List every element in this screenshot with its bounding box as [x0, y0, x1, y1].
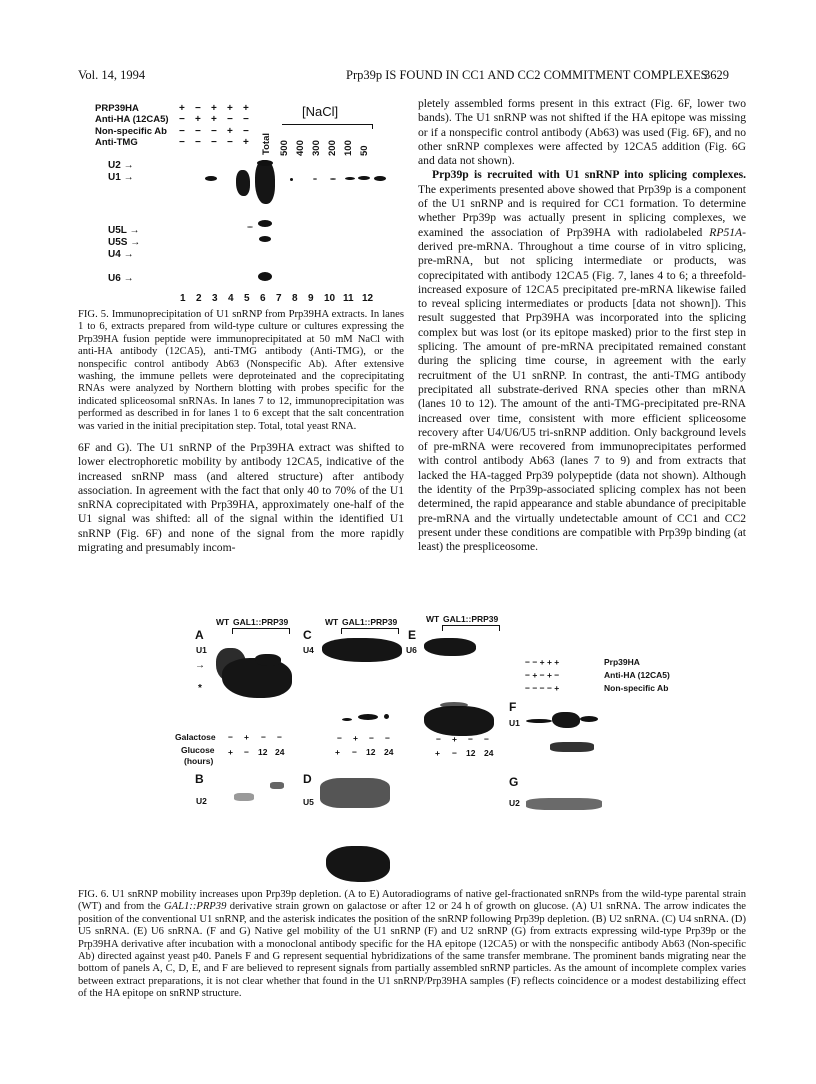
sign: +	[227, 103, 233, 114]
paragraph: 6F and G). The U1 snRNP of the Prp39HA extract was shifted to lower electrophoretic mobility by antibody 12CA5, indicative of the increased snRNP mass (and altered structure) after antibody association. In agreement with the fact that only 40 to 70% of the U1 snRNA coprecipitated with Prp39HA, approximately one-half of the U1 signal was shifted: all of the signal within the identified U1 snRNP (Fig. 6F) and none of the signal from the more rapidly migrating and presumably incom-	[78, 441, 404, 555]
snrna-label-u2-g: U2	[509, 798, 520, 808]
lane-number: 4	[228, 293, 234, 304]
nacl-value: 400	[295, 140, 306, 156]
f-row-signs: − + − + −	[525, 670, 560, 680]
gal-label: GAL1::PRP39	[233, 617, 289, 627]
sign: 12	[258, 747, 268, 757]
band-label-u6: U6 →	[108, 273, 134, 284]
lane-number: 7	[276, 293, 282, 304]
paragraph: -derived pre-mRNA. Throughout a time course of in vitro splicing, pre-mRNA, but not splicing intermediate or products, was coprecipitated with antibody 12CA5 (Fig. 7, lanes 4 to 6; a threefold-increased exposure of 12CA5 precipitated pre-mRNA likewise failed to reveal splicing intermediates or products [data not shown]). This result suggested that Prp39HA was incorporated into the splicing complex but was lost (or its epitope masked) prior to the first step in splicing. The amount of pre-mRNA precipitated remained constant during the splicing time course, in agreement with the early recruitment of the U1 snRNP. In contrast, the anti-TMG antibody precipitated all substrate-derived RNA species other than mRNA (lanes 10 to 12). The amount of the anti-TMG-precipitated pre-RNA increased over time, consistent with more efficient spliceosome recovery after U4/U6/U5 tri-snRNP addition. Only background levels of pre-mRNA were recovered from immunoprecipitates performed with control antibody Ab63 (lanes 7 to 9) and from extracts that lacked the HA-tagged Prp39 polypeptide (data not shown). Although the identity of the Prp39p-associated splicing complex has not been determined, the rapid appearance and stable abundance of precipitable pre-mRNA and the virtually undetectable amount of CC1 and CC2 present under these conditions are compatible with Prp39p binding (at least) the prespliceosome.	[418, 225, 746, 554]
row-label-anti-ha: Anti-HA (12CA5)	[95, 114, 169, 125]
sign: +	[195, 114, 201, 125]
sign: +	[452, 734, 457, 744]
sign: −	[179, 114, 185, 125]
f-row-signs: − − − − +	[525, 683, 560, 693]
sign: −	[227, 114, 233, 125]
sign: 12	[366, 747, 376, 757]
fig6-caption	[78, 889, 746, 1001]
fig5-caption-lead: FIG. 5.	[78, 309, 109, 320]
panel-label-a: A	[195, 628, 204, 642]
sign: +	[353, 733, 358, 743]
wt-label: WT	[426, 614, 440, 624]
fig5-caption	[78, 309, 404, 433]
sign: −	[369, 733, 374, 743]
sign: +	[243, 137, 249, 148]
fig6-caption-text: derivative strain grown on galactose or after 12 or 24 h of growth on glucose. (A) U1 snRNA. The arrow indicates the position of the conventional U1 snRNP, and the asterisk indicates the position of the snRNP following Prp39p depletion. (B) U2 snRNA. (C) U4 snRNA. (D) U5 snRNA. (E) U6 snRNA. (F and G) Native gel mobility of the U1 snRNP (F) and U2 snRNP (G) from extracts expressing wild-type Prp39p or the Prp39HA derivative after incubation with a monoclonal antibody specific for the HA epitope (12CA5) or with the nonspecific antibody Ab63 (Non-specific Ab) directed against yeast p40. Panels F and G represent sequential hybridizations of the same transfer membrane. The prominent bands migrating near the bottom of panels A, C, D, E, and F are believed to represent signals from partially assembled snRNP particles. As the amount of incomplete complex varies between extract preparations, it is not clear whether that found in the U1 snRNP/Prp39HA samples (F) reflects coincidence or a modest destabilizing effect of the HA epitope on snRNP structure.	[78, 901, 746, 1000]
sign: −	[195, 126, 201, 137]
nacl-value: 50	[359, 145, 370, 156]
paragraph: pletely assembled forms present in this extract (Fig. 6F, lower two bands). The U1 snRNP was not shifted if the HA epitope was missing or if a nonspecific control antibody (Ab63) was used (Fig. 6F), and no other snRNP complexes were affected by 12CA5 addition (Fig. 6G and data not shown).	[418, 97, 746, 168]
f-row-label-anti-ha: Anti-HA (12CA5)	[604, 670, 670, 680]
gal-label: GAL1::PRP39	[342, 617, 398, 627]
lane-number: 11	[343, 293, 354, 304]
snrna-label-u5: U5	[303, 797, 314, 807]
panel-label-g: G	[509, 775, 519, 789]
sign: +	[244, 732, 249, 742]
asterisk: *	[198, 683, 202, 694]
row-label-anti-tmg: Anti-TMG	[95, 137, 138, 148]
nacl-value: 300	[311, 140, 322, 156]
sign: −	[337, 733, 342, 743]
page-number: 3629	[704, 68, 729, 82]
f-row-label-nonspecific: Non-specific Ab	[604, 683, 669, 693]
panel-label-d: D	[303, 772, 312, 786]
band-label-u2: U2 →	[108, 160, 134, 171]
nacl-value: 500	[279, 140, 290, 156]
panel-label-f: F	[509, 700, 517, 714]
snrna-label-u6: U6	[406, 645, 417, 655]
sign: +	[227, 126, 233, 137]
left-column-text	[78, 441, 404, 555]
sign: −	[243, 126, 249, 137]
nacl-label: [NaCl]	[302, 104, 339, 119]
bracket	[442, 625, 500, 631]
sign: −	[385, 733, 390, 743]
sign: −	[195, 137, 201, 148]
gene-name: GAL1::PRP39	[164, 901, 227, 913]
nacl-bracket	[282, 124, 373, 129]
sign: −	[244, 747, 249, 757]
sign: −	[277, 732, 282, 742]
sign: −	[195, 103, 201, 114]
section-heading: Prp39p is recruited with U1 snRNP into splicing complexes.	[432, 168, 746, 182]
sign: −	[179, 126, 185, 137]
nacl-value: 200	[327, 140, 338, 156]
sign: +	[211, 103, 217, 114]
journal-volume: Vol. 14, 1994	[78, 68, 146, 82]
nacl-value: 100	[343, 140, 354, 156]
bracket	[341, 628, 399, 634]
band-label-u1: U1 →	[108, 172, 134, 183]
sign: 24	[484, 748, 494, 758]
band-label-u5s: U5S →	[108, 237, 141, 248]
sign: −	[484, 734, 489, 744]
lane-number: 6	[260, 293, 266, 304]
sign: +	[228, 747, 233, 757]
galactose-label: Galactose	[175, 732, 216, 742]
sign: −	[261, 732, 266, 742]
gene-name: RP51A	[709, 225, 743, 239]
sign: −	[436, 734, 441, 744]
sign: +	[243, 103, 249, 114]
row-label-prp39ha: PRP39HA	[95, 103, 139, 114]
sign: 12	[466, 748, 476, 758]
running-title: Prp39p IS FOUND IN CC1 AND CC2 COMMITMENT COMPLEXES	[346, 68, 708, 82]
snrna-label-u1-f: U1	[509, 718, 520, 728]
band-label-u4: U4 →	[108, 249, 134, 260]
gal-label: GAL1::PRP39	[443, 614, 499, 624]
sign: −	[468, 734, 473, 744]
total-label: Total	[261, 133, 272, 155]
wt-label: WT	[325, 617, 339, 627]
f-row-signs: − − + + +	[525, 657, 560, 667]
sign: −	[228, 732, 233, 742]
lane-number: 10	[324, 293, 336, 304]
wt-label: WT	[216, 617, 230, 627]
lane-number: 5	[244, 293, 250, 304]
snrna-label-u4: U4	[303, 645, 314, 655]
lane-number: 3	[212, 293, 218, 304]
arrow-icon: →	[195, 660, 205, 671]
f-row-label-prp39ha: Prp39HA	[604, 657, 640, 667]
sign: +	[335, 747, 340, 757]
panel-label-c: C	[303, 628, 312, 642]
fig6-caption-text: U1 snRNP mobility increases upon Prp39p depletion. (A to E) Autoradiograms of native gel-fractionated snRNPs from the wild-type parental strain (WT) and from the	[78, 889, 746, 913]
glucose-label: Glucose	[181, 745, 215, 755]
sign: −	[452, 748, 457, 758]
fig5-caption-text: Immunoprecipitation of U1 snRNP from Prp39HA extracts. In lanes 1 to 6, extracts prepared from wild-type culture or cultures expressing the Prp39HA fusion peptide were immunoprecipitated at 50 mM NaCl with anti-HA antibody (12CA5), anti-TMG antibody (Anti-TMG), or the nonspecific control antibody Ab63 (Nonspecific Ab). After extensive washing, the immune pellets were deproteinated and the coprecipitating RNAs were analyzed by Northern blotting with probes specific for the indicated spliceosomal snRNAs. In lanes 7 to 12, immunoprecipitation was performed as described in for lanes 1 to 6 except that the salt concentration was varied in the initial precipitation step. Total, total yeast RNA.	[78, 309, 404, 432]
snrna-label-u1: U1	[196, 645, 207, 655]
sign: −	[211, 126, 217, 137]
sign: −	[211, 137, 217, 148]
sign: +	[179, 103, 185, 114]
lane-number: 8	[292, 293, 298, 304]
lane-number: 2	[196, 293, 202, 304]
sign: −	[179, 137, 185, 148]
sign: 24	[384, 747, 394, 757]
band-label-u5l: U5L →	[108, 225, 140, 236]
panel-label-b: B	[195, 772, 204, 786]
sign: +	[211, 114, 217, 125]
sign: −	[227, 137, 233, 148]
paragraph: The experiments presented above showed that Prp39p is a component of the U1 snRNP and is required for CC1 formation. To determine whether Prp39p was actually present in splicing complexes, we examined the association of Prp39HA with radiolabeled	[418, 182, 746, 239]
sign: −	[243, 114, 249, 125]
sign: +	[435, 748, 440, 758]
sign: 24	[275, 747, 285, 757]
right-column-text	[418, 97, 746, 555]
lane-number: 1	[180, 293, 186, 304]
panel-label-e: E	[408, 628, 417, 642]
fig6-caption-lead: FIG. 6.	[78, 889, 109, 900]
sign: −	[352, 747, 357, 757]
bracket	[232, 628, 290, 634]
lane-number: 12	[362, 293, 374, 304]
row-label-nonspecific: Non-specific Ab	[95, 126, 167, 137]
snrna-label-u2: U2	[196, 796, 207, 806]
hours-label: (hours)	[184, 756, 214, 766]
lane-number: 9	[308, 293, 314, 304]
